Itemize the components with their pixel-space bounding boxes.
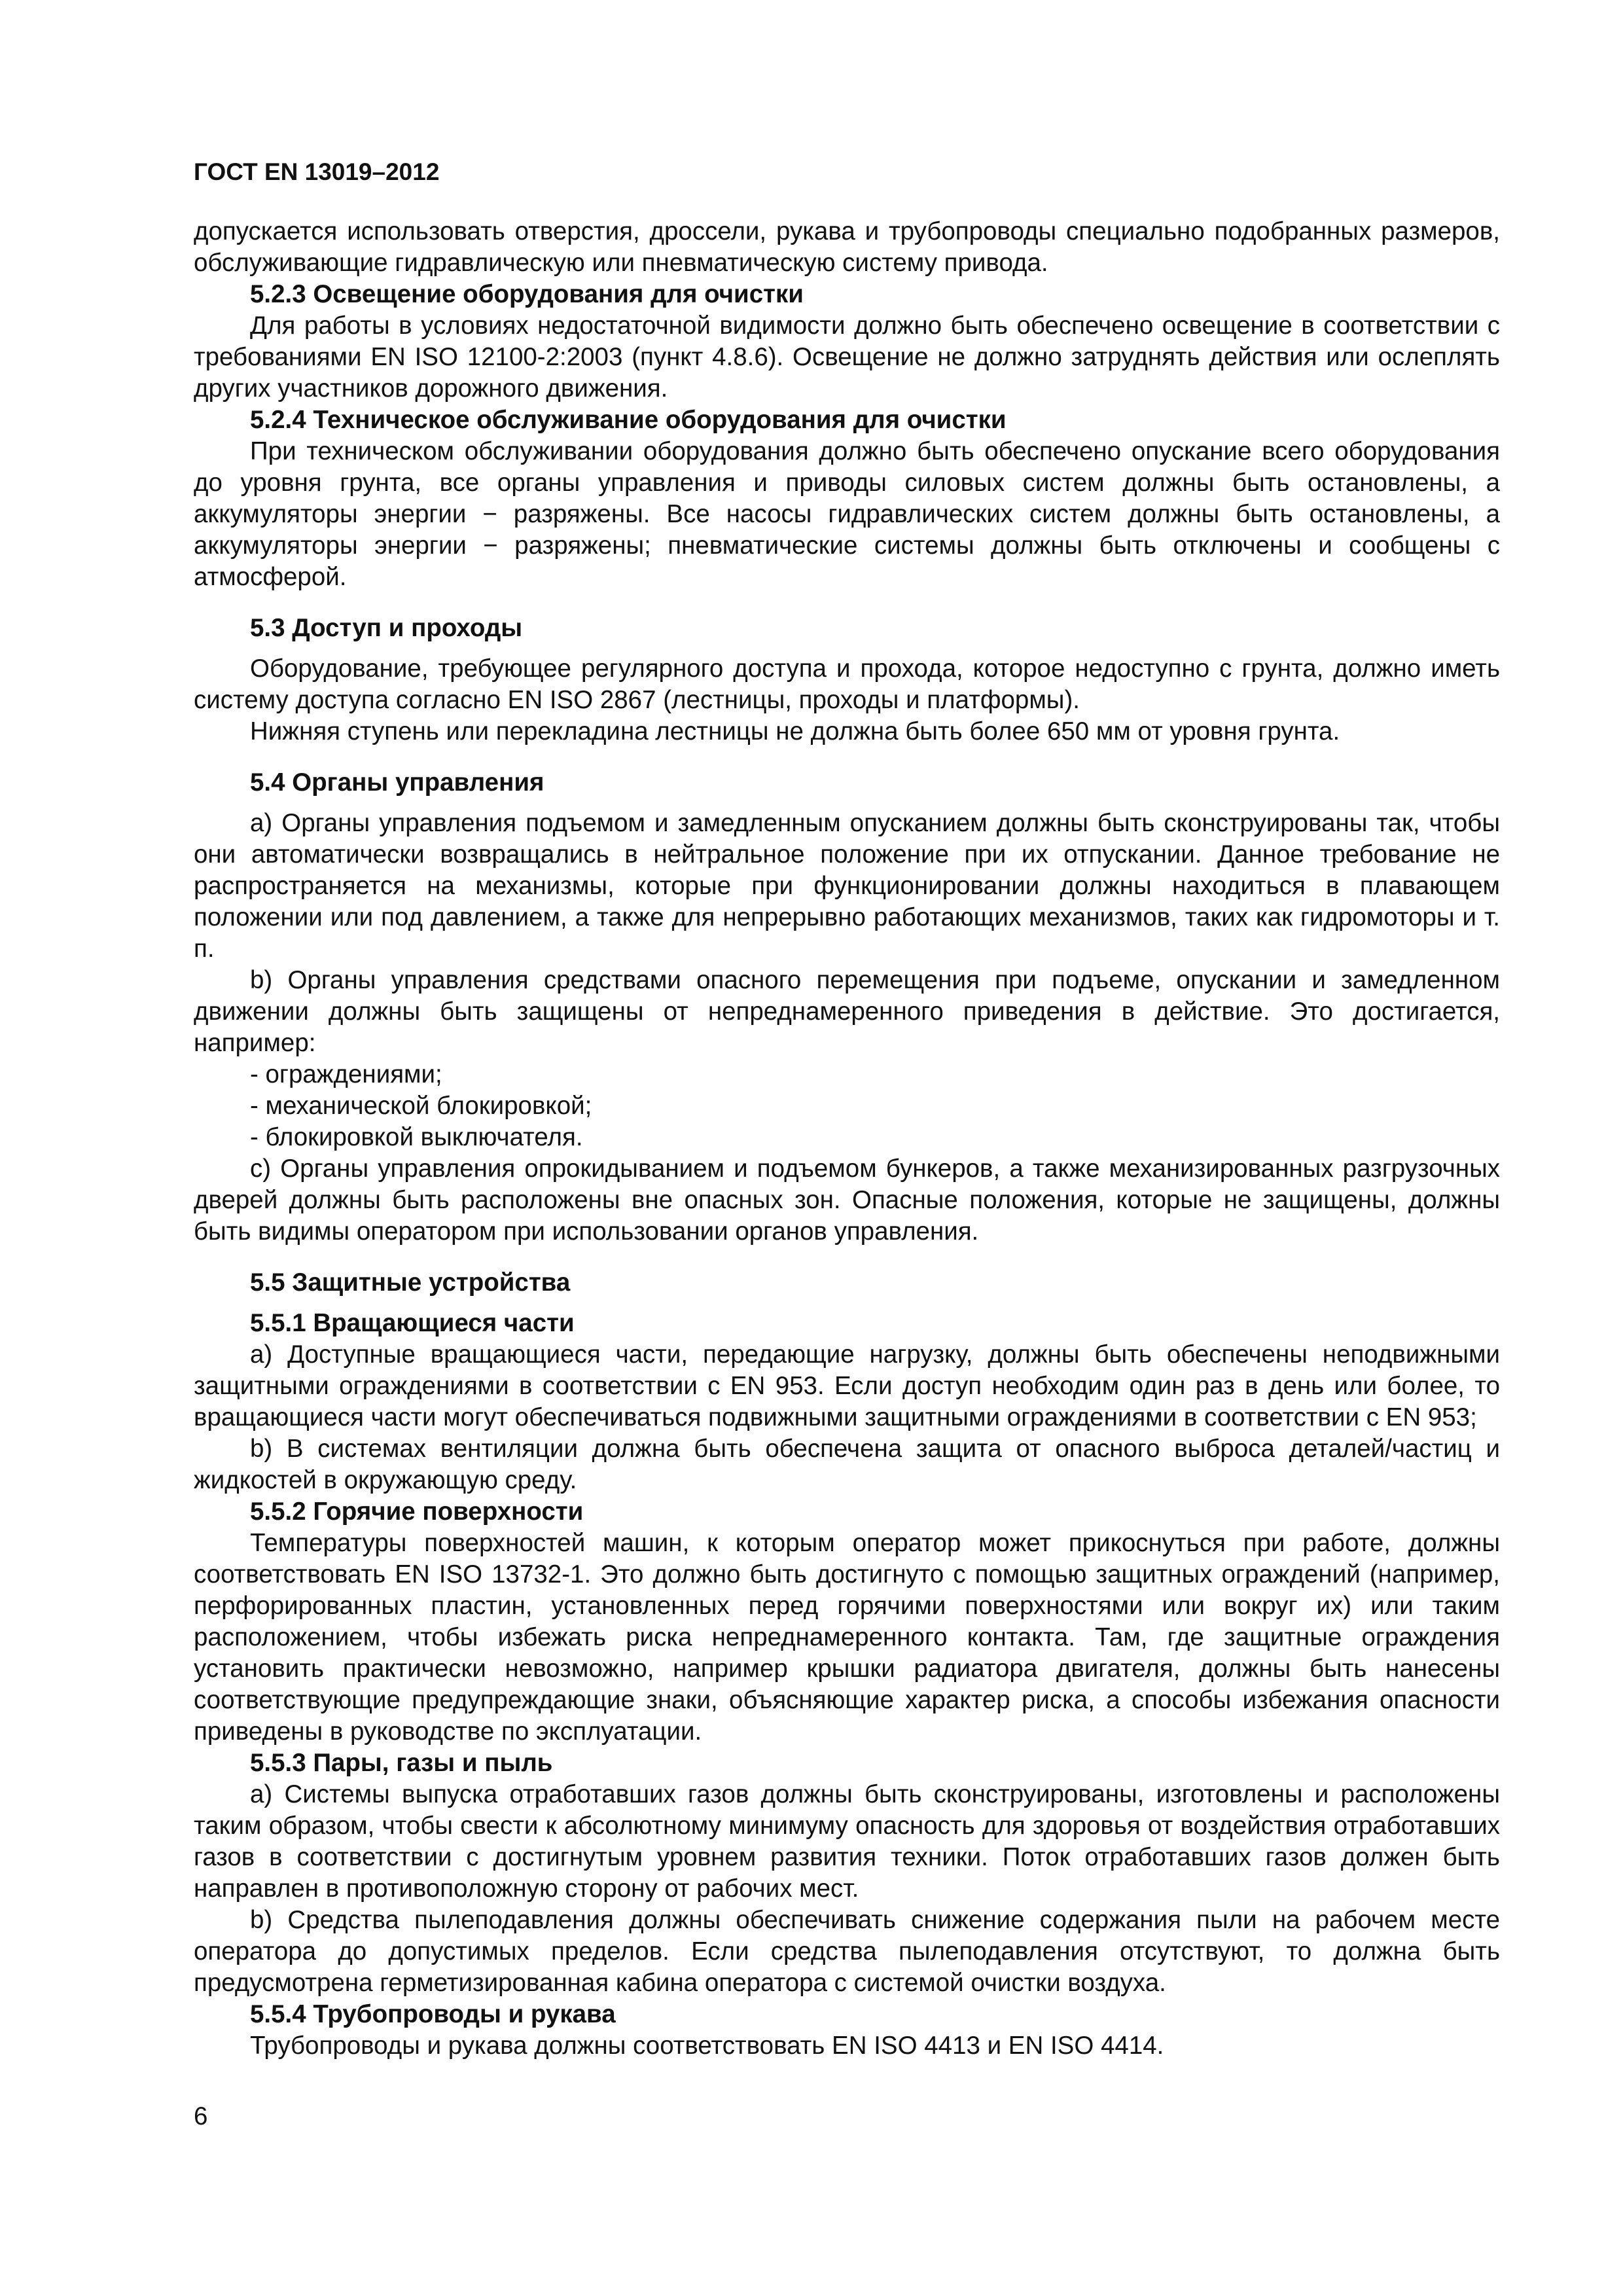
paragraph-5-4-b: b) Органы управления средствами опасного перемещения при подъеме, опускании и замедленном движении должны быть защищены от непреднамеренного приведения в действие. Это достигается, например: [194,966,1500,1057]
paragraph-5-5-1-a: a) Доступные вращающиеся части, передающие нагрузку, должны быть обеспечены неподвижными защитными ограждениями в соответствии с EN 953. Если доступ необходим один раз в день или более, то вращающиеся части могут обеспечиваться подвижными защитными ограждениями в соответствии с EN 953; [194,1340,1500,1431]
section-heading-5-5: 5.5 Защитные устройства [250,1268,571,1297]
paragraph-continuation: допускается использовать отверстия, дроссели, рукава и трубопроводы специально подобранных размеров, обслуживающие гидравлическую или пневматическую систему привода. [194,217,1500,277]
paragraph-5-4-c: c) Органы управления опрокидыванием и подъемом бункеров, а также механизированных разгрузочных дверей должны быть расположены вне опасных зон. Опасные положения, которые не защищены, должны быть видимы оператором при использовании органов управления. [194,1155,1500,1246]
section-heading-5-5-4: 5.5.4 Трубопроводы и рукава [250,2000,616,2028]
list-item: - блокировкой выключателя. [250,1123,583,1151]
list-item: - ограждениями; [250,1060,442,1088]
paragraph-5-2-3: Для работы в условиях недостаточной видимости должно быть обеспечено освещение в соответствии с требованиями EN ISO 12100-2:2003 (пункт 4.8.6). Освещение не должно затруднять действия или ослеплять других участников дорожного движения. [194,312,1500,403]
section-heading-5-2-3: 5.2.3 Освещение оборудования для очистки [250,280,804,308]
paragraph-5-4-a: a) Органы управления подъемом и замедленным опусканием должны быть сконструированы так, чтобы они автоматически возвращались в нейтральное положение при их отпускании. Данное требование не распространяется на механизмы, которые при функционировании должны находиться в плавающем положении или под давлением, а также для непрерывно работающих механизмов, таких как гидромоторы и т. п. [194,809,1500,963]
section-heading-5-5-2: 5.5.2 Горячие поверхности [250,1498,584,1526]
section-heading-5-2-4: 5.2.4 Техническое обслуживание оборудования для очистки [250,406,1007,434]
section-heading-5-5-1: 5.5.1 Вращающиеся части [250,1309,575,1337]
section-heading-5-3: 5.3 Доступ и проходы [250,614,523,642]
document-header: ГОСТ EN 13019–2012 [194,158,440,185]
paragraph-5-5-2: Температуры поверхностей машин, к которым оператор может прикоснуться при работе, должны соответствовать EN ISO 13732-1. Это должно быть достигнуто с помощью защитных ограждений (например, перфорированных пластин, установленных перед горячими поверхностями или вокруг их) или таким расположением, чтобы избежать риска непреднамеренного контакта. Там, где защитные ограждения установить практически невозможно, например крышки радиатора двигателя, должны быть нанесены соответствующие предупреждающие знаки, объясняющие характер риска, а способы избежания опасности приведены в руководстве по эксплуатации. [194,1529,1500,1746]
section-heading-5-4: 5.4 Органы управления [250,768,544,797]
document-body [194,216,1500,2062]
list-item: - механической блокировкой; [250,1092,592,1120]
paragraph-5-5-4: Трубопроводы и рукава должны соответствовать EN ISO 4413 и EN ISO 4414. [250,2032,1164,2060]
paragraph-5-5-1-b: b) В системах вентиляции должна быть обеспечена защита от опасного выброса деталей/частиц и жидкостей в окружающую среду. [194,1435,1500,1494]
page-number: 6 [194,2102,208,2130]
paragraph-5-5-3-b: b) Средства пылеподавления должны обеспечивать снижение содержания пыли на рабочем месте оператора до допустимых пределов. Если средства пылеподавления отсутствуют, то должна быть предусмотрена герметизированная кабина оператора с системой очистки воздуха. [194,1906,1500,1997]
paragraph-5-2-4: При техническом обслуживании оборудования должно быть обеспечено опускание всего оборудования до уровня грунта, все органы управления и приводы силовых систем должны быть остановлены, а аккумуляторы энергии − разряжены. Все насосы гидравлических систем должны быть остановлены, а аккумуляторы энергии − разряжены; пневматические системы должны быть отключены и сообщены с атмосферой. [194,437,1500,591]
paragraph-5-5-3-a: a) Системы выпуска отработавших газов должны быть сконструированы, изготовлены и расположены таким образом, чтобы свести к абсолютному минимуму опасность для здоровья от воздействия отработавших газов в соответствии с достигнутым уровнем развития техники. Поток отработавших газов должен быть направлен в противоположную сторону от рабочих мест. [194,1780,1500,1903]
paragraph-5-3-1: Оборудование, требующее регулярного доступа и прохода, которое недоступно с грунта, должно иметь систему доступа согласно EN ISO 2867 (лестницы, проходы и платформы). [194,655,1500,714]
paragraph-5-3-2: Нижняя ступень или перекладина лестницы не должна быть более 650 мм от уровня грунта. [250,717,1340,745]
section-heading-5-5-3: 5.5.3 Пары, газы и пыль [250,1749,553,1777]
